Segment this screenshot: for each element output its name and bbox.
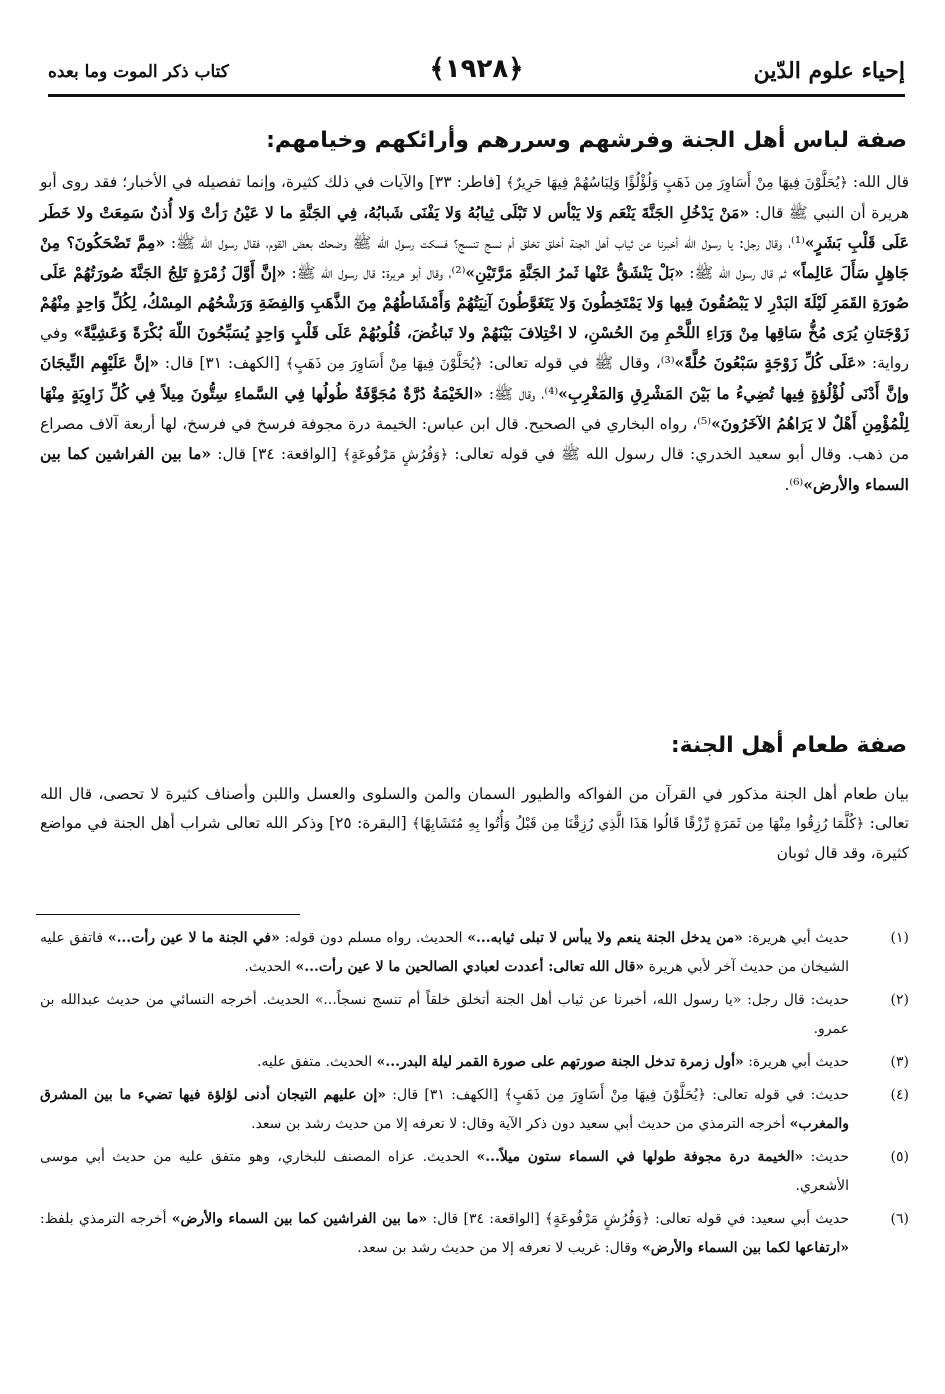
hadith-quote: «الخيمة درة مجوفة طولها في السماء ستون ميلاً...» bbox=[476, 1149, 804, 1165]
text-run: [الكهف: ٣١] قال: bbox=[159, 354, 286, 372]
book-title: إحياء علوم الدّين bbox=[753, 58, 905, 84]
hadith-quote: «عَلَى كُلِّ زَوْجَةٍ سَبْعُونَ حُلَّةً» bbox=[674, 353, 867, 372]
hadith-quote: «ما بين الفراشين كما بين السماء والأرض» bbox=[40, 444, 909, 494]
footnote bbox=[40, 1143, 909, 1201]
section-paragraph bbox=[40, 168, 909, 500]
text-run: حديث: bbox=[803, 1149, 849, 1165]
footnote bbox=[40, 924, 909, 982]
footnote-number: (٣) bbox=[890, 1054, 909, 1070]
chapter-title: كتاب ذكر الموت وما بعده bbox=[48, 62, 229, 82]
footnotes bbox=[40, 924, 909, 1267]
hadith-quote: «بَلْ يَنْشَقُّ عَنْها ثَمرُ الجَنَّةِ مَرَّتَيْنِ» bbox=[465, 263, 684, 282]
quran-quote: ﴿وَفُرُشٍ مَرْفُوعَةٍ﴾ bbox=[544, 1211, 650, 1227]
text-run: ⁽⁵⁾، رواه البخاري في الصحيح. قال ابن عباس: الخيمة درة مجوفة فرسخ في فرسخ، لها أربعة آلاف مصراع من ذهب. وقال أبو سعيد الخدري: قال رسول الله ﷺ في قوله تعالى: bbox=[40, 415, 909, 463]
footnote-text bbox=[40, 1087, 849, 1132]
hadith-quote: «مِمَّ تَضْحَكُونَ؟ مِنْ جَاهِلٍ سَأَلَ عَالِماً» bbox=[40, 233, 910, 282]
text-run: ⁽³⁾، وقال ﷺ في قوله تعالى: bbox=[482, 354, 675, 372]
footnote-text bbox=[40, 992, 849, 1037]
footnote-text bbox=[257, 1054, 849, 1070]
text-run: الحديث. عزاه المصنف للبخاري، وهو متفق عليه من حديث أبي موسى الأشعري. bbox=[40, 1149, 849, 1194]
running-header bbox=[48, 50, 905, 100]
text-run: وقال: غريب لا نعرفه إلا من حديث رشد بن سعد. bbox=[357, 1240, 642, 1256]
header-rule bbox=[48, 94, 905, 97]
hadith-quote: «من يدخل الجنة ينعم ولا يبأس لا تبلى ثيابه...» bbox=[467, 930, 743, 946]
footnote bbox=[40, 1081, 909, 1139]
footnote-number: (٤) bbox=[890, 1087, 909, 1103]
text-run: قال الله: bbox=[847, 173, 909, 191]
text-run: الحديث. متفق عليه. bbox=[256, 1054, 377, 1070]
footnote-number: (٦) bbox=[890, 1211, 909, 1227]
footnote-text bbox=[40, 1211, 849, 1256]
section-body-food bbox=[40, 780, 909, 868]
quran-quote: ﴿يُحَلَّوْنَ فِيهَا مِنْ أَسَاوِرَ مِن ذَهَبٍ﴾ bbox=[504, 1087, 706, 1103]
text-run: أخرجه الترمذي من حديث أبي سعيد دون ذكر الآية وقال: لا نعرفه إلا من حديث رشد بن سعد. bbox=[251, 1116, 790, 1132]
footnote-separator bbox=[36, 914, 300, 915]
page-number: ﴿١٩٢٨﴾ bbox=[429, 54, 524, 84]
hadith-quote: «إنَّ أَوَّلَ زُمْرَةٍ تَلِجُ الجَنَّةَ صُورَتُهُمْ عَلَى صُورَةِ القَمَرِ لَيْلَةَ البَدْرِ لا يَبْصُقُونَ فِيها وَلا يَمْتَخِطُونَ وَلا يَتَغَوَّطُونَ آنِيَتُهُمْ وَأَمْشَاطُهُمْ مِنَ الذَّهَبِ وَالفِضَةِ وَرَشْحُهُم المِسْكُ، لِكُلِّ وَاحِدٍ مِنْهُمْ زَوْجَتانِ يُرَى مُخُّ سَاقِها مِنْ وَرَاءِ اللَّحْمِ مِنَ الحُسْنِ، لا اخْتِلافَ بَيْنَهُمْ ولا تَباغُضَ، قُلُوبُهُمْ عَلَى قَلْبٍ وَاحِدٍ يُسَبِّحُونَ اللّهَ بُكْرَةً وَعَشِيَّةً» bbox=[40, 263, 909, 342]
hadith-quote: «ارتفاعها لكما بين السماء والأرض» bbox=[641, 1240, 849, 1256]
text-run: حديث: قال رجل: «يا رسول الله، أخبرنا عن ثياب أهل الجنة أتخلق خلقاً أم تنسج نسجاً...» الحديث. أخرجه النسائي من حديث عبدالله بن عمرو. bbox=[40, 992, 849, 1037]
quran-quote: ﴿يُحَلَّوْنَ فِيهَا مِنْ أَسَاوِرَ مِن ذَهَبٍ﴾ bbox=[285, 356, 483, 372]
footnote bbox=[40, 1048, 909, 1077]
hadith-quote: «في الجنة ما لا عين رأت...» bbox=[107, 930, 280, 946]
text-run: ⁽²⁾، وقال أبو هريرة: قال رسول الله ﷺ: bbox=[286, 264, 466, 282]
section-heading-food: صفة طعام أهل الجنة: bbox=[670, 733, 907, 758]
hadith-quote: «مَنْ يَدْخُلِ الجَنَّةَ يَنْعَم وَلا يَبْأس لا تَبْلَى ثِيابُهُ وَلا يَفْنَى شَبابُهُ، فِي الجَنَّةِ ما لا عَيْنُ رَأتْ وَلا أُذنٌ سَمِعَتْ ولا خَطَر عَلَى قَلْبِ بَشَرٍ» bbox=[40, 203, 910, 252]
hadith-quote: «ما بين الفراشين كما بين السماء والأرض» bbox=[171, 1211, 428, 1227]
hadith-quote: «إنَّ عَلَيْهِم التِّيجَانَ وإنَّ أَدْنَى لُؤْلُؤةٍ فِيها تُضِيءُ ما بَيْنَ المَشْرِقِ وَالمَغْرِبِ» bbox=[40, 353, 909, 403]
section-paragraph bbox=[40, 780, 909, 868]
section-heading-clothing: صفة لباس أهل الجنة وفرشهم وسررهم وأرائكهم وخيامهم: bbox=[266, 128, 907, 153]
text-run: فاتفق عليه الشيخان من حديث آخر لأبي هريرة bbox=[40, 930, 849, 975]
text-run: أخرجه الترمذي بلفظ: bbox=[40, 1211, 172, 1227]
text-run: ثم قال رسول الله ﷺ: bbox=[683, 264, 792, 282]
text-run: بيان طعام أهل الجنة مذكور في القرآن من الفواكه والطيور السمان والمن والسلوى والعسل واللبن وأصناف كثيرة لا تحصى، قال الله تعالى: bbox=[40, 785, 909, 832]
hadith-quote: «قال الله تعالى: أعددت لعبادي الصالحين ما لا عين رأت...» bbox=[295, 959, 645, 975]
text-run: وفي رواية: bbox=[40, 324, 910, 372]
text-run: [فاطر: ٣٣] والآيات في ذلك كثيرة، وإنما تفصيله في الأخبار؛ فقد روى أبو هريرة أن النبي ﷺ قال: bbox=[40, 173, 909, 222]
hadith-quote: «الخَيْمَةُ دُرَّةٌ مُجَوَّفَةٌ طُولُها فِي السَّماءِ سِتُّونَ مِيلاً فِي كُلِّ زَاوِيَةٍ مِنْهَا لِلْمُؤْمِنِ أَهْلٌ لا يَرَاهُمُ الآخَرُونَ» bbox=[40, 384, 909, 433]
text-run: [البقرة: ٢٥] وذكر الله تعالى شراب أهل الجنة في مواضع كثيرة، وقد قال ثوبان bbox=[40, 814, 909, 862]
footnote-text bbox=[40, 930, 849, 975]
quran-quote: ﴿وَفُرُشٍ مَرْفُوعَةٍ﴾ bbox=[342, 447, 449, 463]
text-run: ⁽⁶⁾. bbox=[784, 476, 804, 494]
text-run: حديث: في قوله تعالى: bbox=[705, 1087, 849, 1103]
footnote-text bbox=[40, 1149, 849, 1194]
text-run: [الكهف: ٣١] قال: bbox=[386, 1087, 505, 1103]
text-run: ⁽¹⁾، وقال رجل: يا رسول الله أخبرنا عن ثياب أهل الجنة أخلق تخلق أم نسج تنسج؟ فسكت رسول الله ﷺ وضحك بعض القوم، فقال رسول الله ﷺ: bbox=[165, 234, 805, 252]
footnote-number: (٥) bbox=[890, 1149, 909, 1165]
text-run: [الواقعة: ٣٤] قال: bbox=[427, 1211, 545, 1227]
footnote-number: (٢) bbox=[890, 992, 909, 1008]
text-run: ⁽⁴⁾، وقال ﷺ: bbox=[482, 385, 559, 403]
text-run: الحديث. bbox=[244, 959, 296, 975]
footnote-number: (١) bbox=[890, 930, 909, 946]
footnote bbox=[40, 986, 909, 1044]
text-run: حديث أبي هريرة: bbox=[743, 1054, 849, 1070]
text-run: [الواقعة: ٣٤] قال: bbox=[211, 445, 343, 463]
text-run: حديث أبي هريرة: bbox=[742, 930, 850, 946]
text-run: الحديث. رواه مسلم دون قوله: bbox=[279, 930, 468, 946]
text-run: حديث أبي سعيد: في قوله تعالى: bbox=[649, 1211, 850, 1227]
section-body-clothing bbox=[40, 168, 909, 500]
footnote bbox=[40, 1205, 909, 1263]
hadith-quote: «أول زمرة تدخل الجنة صورتهم على صورة القمر ليلة البدر...» bbox=[376, 1054, 744, 1070]
quran-quote: ﴿كُلَّمَا رُزِقُوا مِنْهَا مِن ثَمَرَةٍ رِّزْقًا قَالُوا هَذَا الَّذِي رُزِقْنَا مِن قَبْلُ وَأُتُوا بِهِ مُتَشَابِهًا﴾ bbox=[412, 816, 865, 832]
quran-quote: ﴿يُحَلَّوْنَ فِيهَا مِنْ أَسَاوِرَ مِن ذَهَبٍ وَلُؤْلُؤًا وَلِبَاسُهُمْ فِيهَا حَرِيرٌ﴾ bbox=[506, 175, 848, 191]
hadith-quote: «إن عليهم التيجان أدنى لؤلؤة فيها تضيء ما بين المشرق والمغرب» bbox=[40, 1087, 849, 1132]
